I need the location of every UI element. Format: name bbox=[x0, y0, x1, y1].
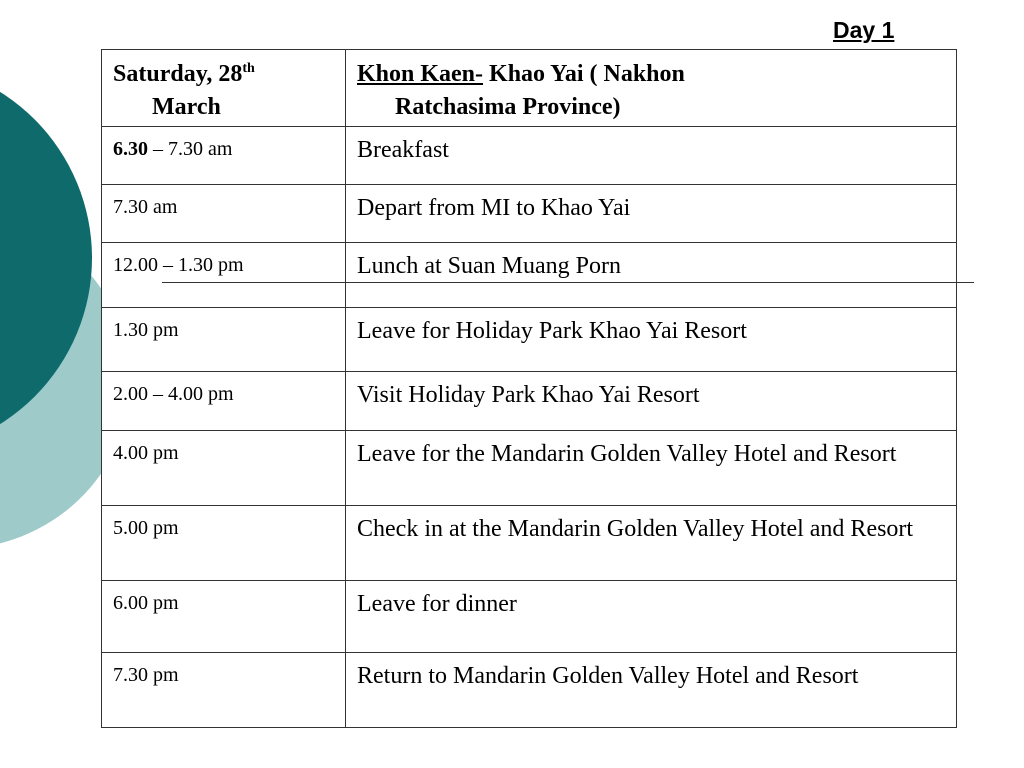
event-cell: Visit Holiday Park Khao Yai Resort bbox=[346, 372, 957, 431]
divider-line bbox=[162, 282, 974, 283]
time-cell: 7.30 am bbox=[102, 185, 346, 243]
event-cell: Lunch at Suan Muang Porn bbox=[346, 243, 957, 308]
date-text: Saturday, 28 bbox=[113, 61, 243, 87]
date-cell bbox=[102, 50, 346, 127]
date-superscript: th bbox=[242, 61, 255, 76]
route-destination: Khao Yai ( Nakhon bbox=[483, 61, 685, 87]
date-line-2: March bbox=[152, 94, 221, 120]
time-cell: 7.30 pm bbox=[102, 653, 346, 728]
time-cell: 2.00 – 4.00 pm bbox=[102, 372, 346, 431]
event-cell: Leave for dinner bbox=[346, 581, 957, 653]
table-row bbox=[102, 308, 957, 372]
route-line-2: Ratchasima Province) bbox=[395, 94, 621, 120]
time-cell: 5.00 pm bbox=[102, 506, 346, 581]
event-cell: Return to Mandarin Golden Valley Hotel and Resort bbox=[346, 653, 957, 728]
table-row bbox=[102, 581, 957, 653]
table-row bbox=[102, 243, 957, 308]
event-cell: Breakfast bbox=[346, 127, 957, 185]
table-header-row bbox=[102, 50, 957, 127]
time-start-bold: 6.30 bbox=[113, 138, 148, 160]
table-row bbox=[102, 372, 957, 431]
route-line-1 bbox=[357, 58, 956, 91]
time-cell: 6.00 pm bbox=[102, 581, 346, 653]
route-origin: Khon Kaen- bbox=[357, 61, 484, 87]
table-row bbox=[102, 127, 957, 185]
table-row bbox=[102, 185, 957, 243]
event-cell: Check in at the Mandarin Golden Valley Hotel and Resort bbox=[346, 506, 957, 581]
time-cell: 1.30 pm bbox=[102, 308, 346, 372]
table-row bbox=[102, 653, 957, 728]
route-cell bbox=[346, 50, 957, 127]
event-cell: Leave for Holiday Park Khao Yai Resort bbox=[346, 308, 957, 372]
date-line-1 bbox=[113, 58, 345, 91]
event-cell: Depart from MI to Khao Yai bbox=[346, 185, 957, 243]
time-end: – 7.30 am bbox=[148, 138, 233, 160]
table-row bbox=[102, 506, 957, 581]
day-label: Day 1 bbox=[833, 17, 895, 43]
time-cell bbox=[102, 127, 346, 185]
time-cell: 4.00 pm bbox=[102, 431, 346, 506]
itinerary-table bbox=[101, 49, 957, 728]
table-row bbox=[102, 431, 957, 506]
event-cell: Leave for the Mandarin Golden Valley Hotel and Resort bbox=[346, 431, 957, 506]
time-cell: 12.00 – 1.30 pm bbox=[102, 243, 346, 308]
